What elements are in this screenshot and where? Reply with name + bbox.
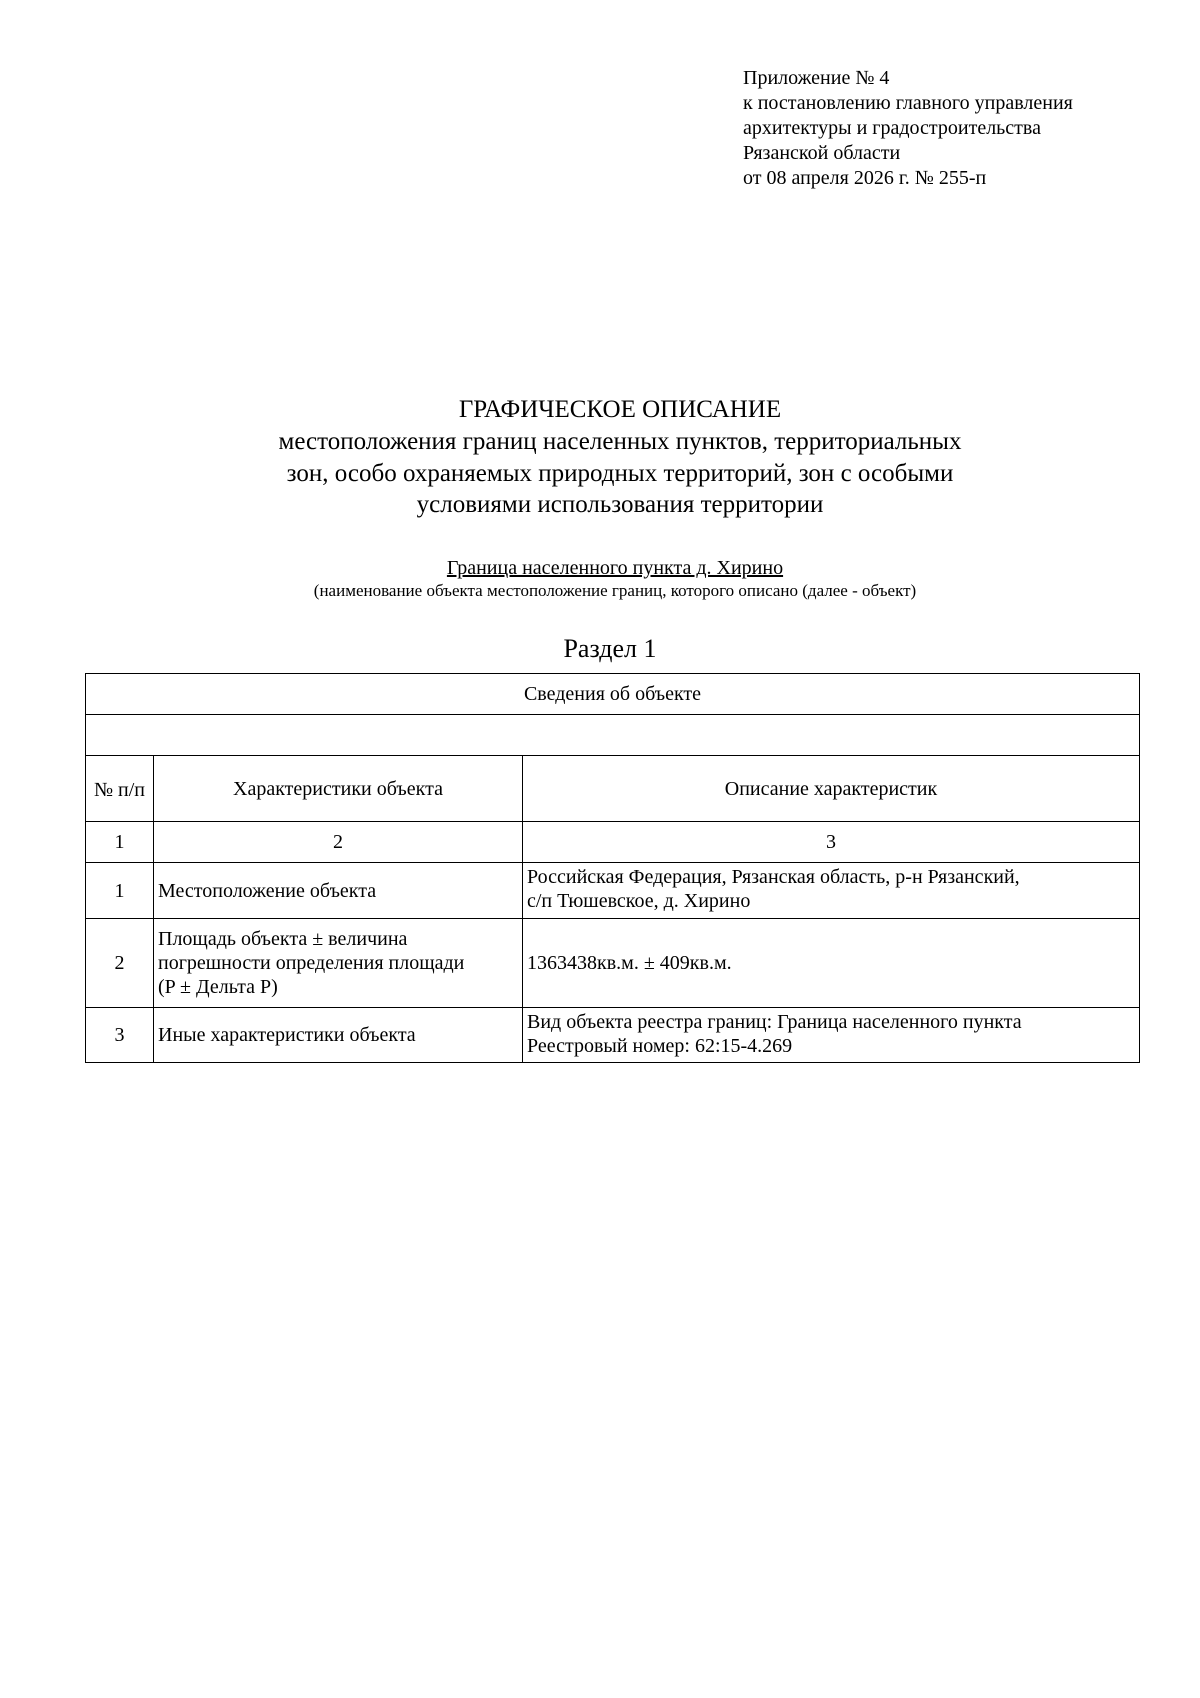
row-characteristic-line: погрешности определения площади	[158, 952, 465, 974]
column-number: 2	[154, 822, 523, 863]
row-description-line: с/п Тюшевское, д. Хирино	[527, 890, 751, 912]
appendix-line: от 08 апреля 2026 г. № 255-п	[743, 167, 987, 189]
row-description: 1363438кв.м. ± 409кв.м.	[523, 919, 1140, 1008]
table-heading: Сведения об объекте	[86, 674, 1140, 715]
document-subtitle-line: местоположения границ населенных пунктов, территориальных	[278, 428, 962, 455]
row-number: 1	[86, 863, 154, 919]
row-characteristic-line: Площадь объекта ± величина	[158, 928, 408, 950]
table-column-header-row	[86, 756, 1140, 822]
row-number: 2	[86, 919, 154, 1008]
document-subtitle-line: зон, особо охраняемых природных территорий, зон с особыми	[286, 459, 954, 487]
appendix-line: Приложение № 4	[743, 67, 890, 89]
section-title: Раздел 1	[563, 634, 657, 663]
column-number: 1	[86, 822, 154, 863]
row-description-line: Российская Федерация, Рязанская область, р-н Рязанский,	[527, 866, 1020, 888]
column-header-num: № п/п	[86, 756, 154, 822]
row-characteristic-line: (P ± Дельта P)	[158, 976, 278, 998]
row-characteristic	[154, 919, 523, 1008]
object-name: Граница населенного пункта д. Хирино	[446, 557, 784, 579]
row-description	[523, 1008, 1140, 1063]
table-row	[86, 863, 1140, 919]
object-info-table	[85, 673, 1140, 1063]
row-number: 3	[86, 1008, 154, 1063]
table-empty-row	[86, 715, 1140, 756]
row-characteristic: Иные характеристики объекта	[154, 1008, 523, 1063]
table-row	[86, 1008, 1140, 1063]
title-block	[0, 394, 1200, 521]
appendix-line: к постановлению главного управления	[743, 92, 1073, 114]
appendix-header	[743, 66, 1073, 191]
document-subtitle-line: условиями использования территории	[416, 491, 824, 518]
table-row	[86, 919, 1140, 1008]
column-header-characteristic: Характеристики объекта	[154, 756, 523, 822]
column-header-description: Описание характеристик	[523, 756, 1140, 822]
row-characteristic: Местоположение объекта	[154, 863, 523, 919]
table-heading-row	[86, 674, 1140, 715]
row-description-line: Вид объекта реестра границ: Граница населенного пункта	[527, 1011, 1022, 1033]
document-title: ГРАФИЧЕСКОЕ ОПИСАНИЕ	[458, 396, 782, 423]
object-caption: (наименование объекта местоположение границ, которого описано (далее - объект)	[313, 581, 917, 600]
row-description-line: Реестровый номер: 62:15-4.269	[527, 1035, 793, 1057]
row-description	[523, 863, 1140, 919]
table-column-number-row	[86, 822, 1140, 863]
table-empty-cell	[86, 715, 1140, 756]
appendix-line: архитектуры и градостроительства	[743, 117, 1041, 139]
column-number: 3	[523, 822, 1140, 863]
appendix-line: Рязанской области	[743, 142, 901, 164]
